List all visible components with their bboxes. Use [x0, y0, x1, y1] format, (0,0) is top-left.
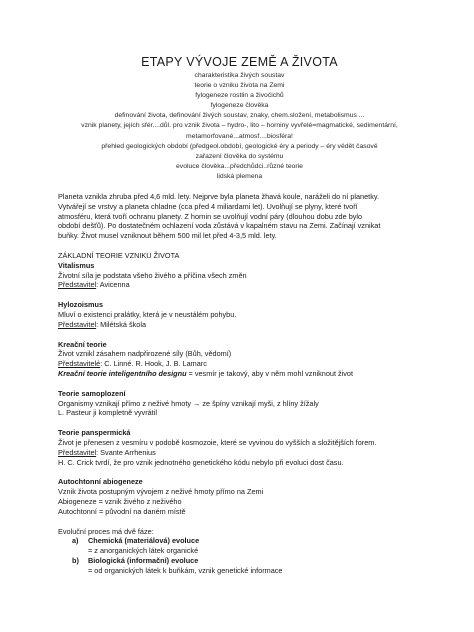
intro-line: atmosféru, která tvoří ochranu planety. Z hornin se uvolňují vodní páry (dlouhou dobu zde bylo	[58, 211, 363, 221]
phase-name: Chemická (materiálová) evoluce	[88, 536, 200, 546]
theory-description: Život je přenesen z vesmíru v podobě kosmozoie, které se vyvinou do vyšších a složitějších forem.	[58, 437, 377, 447]
representative-label: Představitel	[58, 280, 97, 290]
design-theory-name: Kreační teorie inteligentního designu	[58, 368, 187, 378]
topic-line: fylogeneze rostlin a živočichů	[195, 92, 284, 100]
phase-description: = z anorganických látek organické	[88, 546, 199, 556]
theory-autochtonni	[58, 477, 421, 516]
topic-line: lidská plemena	[216, 172, 263, 180]
intro-paragraph	[58, 192, 421, 241]
phase-name: Biologická (informační) evoluce	[88, 555, 199, 565]
theory-name: Autochtonní abiogeneze	[58, 477, 143, 487]
design-theory-text: = vesmír je takový, aby v něm mohl vzniknout život	[186, 368, 354, 378]
intro-line: buňky. Život musel vzniknout během 500 mil let před 4-3,5 mld. lety.	[58, 231, 277, 241]
theory-representative	[58, 359, 421, 369]
topic-line: fylogeneze člověka	[210, 102, 269, 110]
theory-note: L. Pasteur ji kompletně vyvrátil	[58, 408, 157, 418]
theory-note: H. C. Crick tvrdí, že pro vznik jednotného genetického kódu nebylo při evoluci dost času.	[58, 457, 344, 467]
theory-vitalismus	[58, 261, 421, 290]
representative-label: Představitel	[58, 319, 97, 329]
theory-kreacni	[58, 340, 421, 379]
theory-definition: Abiogeneze = vznik živého z neživého	[58, 496, 182, 506]
theories-heading: ZÁKLADNÍ TEORIE VZNIKU ŽIVOTA	[58, 251, 180, 261]
theory-representative	[58, 320, 421, 330]
phase-item	[58, 536, 421, 546]
theory-description: Životní síla je podstata všeho živého a příčina všech změn	[58, 270, 247, 280]
design-theory-line	[58, 369, 421, 379]
intro-line: Vytvářejí se vrstvy a planeta chladne (cca před 4 miliardami let). Uvolňují se plyny, které tvoří	[58, 201, 358, 211]
phase-item	[58, 556, 421, 566]
evolution-intro: Evoluční proces má dvě fáze:	[58, 526, 154, 536]
phase-description: = od organických látek k buňkám, vznik genetické informace	[88, 565, 283, 575]
theory-description: Mluví o existenci pralátky, která je v neustálém pohybu.	[58, 310, 237, 319]
theory-name: Kreační teorie	[58, 339, 107, 349]
representative-value: : Milétská škola	[96, 319, 147, 329]
theory-samoplozeni	[58, 389, 421, 418]
phase-label: a)	[72, 536, 79, 546]
intro-line: Planeta vznikla zhruba před 4,6 mld. lety. Nejprve byla planeta žhavá koule, naráželi do ní planetky.	[58, 192, 379, 202]
theory-description: Organismy vznikají přímo z neživé hmoty → ze špíny vznikají myši, z hlíny žížaly	[58, 398, 319, 408]
theory-hylozoismus	[58, 300, 421, 329]
theory-representative	[58, 448, 421, 458]
theory-panspermicka	[58, 428, 421, 467]
document-title: ETAPY VÝVOJE ZEMĚ A ŽIVOTA	[141, 55, 338, 69]
topic-line: vznik planety, jejích sfér....důl. pro vznik života – hydro-, lito – horniny vyvřelé=magmatické, sedimentární,	[81, 122, 398, 130]
topic-line: evoluce člověka...předchůdci..různé teorie	[176, 162, 303, 170]
theory-representative	[58, 280, 421, 290]
topic-line: metamorfované...atmosf....biosféra!	[186, 132, 293, 140]
topic-line: přehled geologických období (předgeol.období, geologické éry a periody – éry vědět časově	[101, 142, 378, 150]
topic-line: zařazení člověka do systému	[195, 152, 284, 160]
document-body	[58, 192, 421, 576]
evolution-phases	[58, 527, 421, 576]
topic-line: definování života, definování živých soustav, znaky, chem.složení, metabolismus ...	[114, 112, 365, 120]
theory-name: Vitalismus	[58, 260, 95, 270]
representative-label: Představitelé	[58, 359, 101, 369]
theory-name: Hylozoismus	[58, 300, 104, 310]
representative-value: : Svante Arrhenius	[96, 447, 156, 457]
theory-description: Vznik života postupným vývojem z neživé hmoty přímo na Zemi	[58, 487, 264, 497]
theory-description: Život vznikl zásahem nadpřirozené síly (Bůh, vědomí)	[58, 349, 232, 359]
representative-label: Představitel	[58, 447, 97, 457]
topic-line: charakteristika živých soustav	[194, 72, 285, 79]
theory-name: Teorie samoplození	[58, 388, 126, 398]
phase-label: b)	[72, 555, 79, 565]
topic-line: teorie o vzniku života na Zemi	[194, 82, 285, 90]
topic-overview	[58, 71, 421, 182]
theory-name: Teorie panspermická	[58, 428, 131, 438]
theory-definition: Autochtonní = původní na daném místě	[58, 506, 186, 516]
intro-line: období dešťů). Po dostatečném ochlazení voda zůstává v kapalném stavu na Zemi. Začínají vznikat	[58, 221, 381, 231]
representative-value: : C. Linné. R. Hook, J. B. Lamarc	[100, 359, 207, 369]
representative-value: : Avicenna	[96, 280, 130, 290]
